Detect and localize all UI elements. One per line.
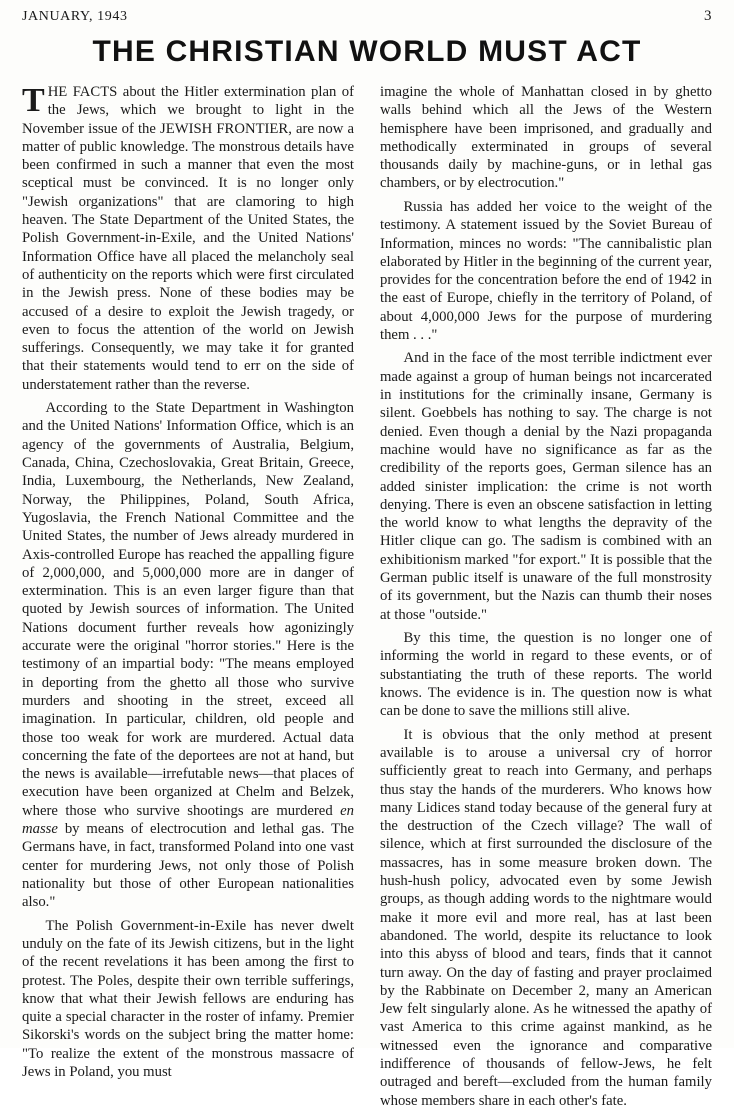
paragraph-right-1: imagine the whole of Manhattan closed in by ghetto walls behind which all the Jews of the Western hemisphere have been imprisoned, and gradually and methodically exterminated in groups of several thousands daily by machine-guns, or in lethal gas chambers, or by electrocution." [380, 84, 712, 192]
running-head [22, 8, 712, 27]
column-right [380, 83, 712, 1115]
paragraph-left-3: The Polish Government-in-Exile has never dwelt unduly on the fate of its Jewish citizens, but in the light of the recent revelations it has been among the first to protest. The Poles, despite their own terrible sufferings, know that what their Jewish fellows are enduring has quite a special character in the roster of infamy. Premier Sikorski's words on the subject bring the matter home: "To realize the extent of the monstrous massacre of Jews in Poland, you must [22, 917, 354, 1081]
article-body [22, 83, 712, 1115]
paragraph-right-4: By this time, the question is no longer one of informing the world in regard to these events, or of substantiating the truth of these reports. The world knows. The evidence is in. The question now is what can be done to save the millions still alive. [380, 630, 712, 720]
paragraph-right-3: And in the face of the most terrible indictment ever made against a group of human beings not incarcerated in institutions for the criminally insane, Germany is silent. Goebbels has nothing to say. The charge is not denied. Even though a denial by the Nazi propaganda machine would have no significance as far as the credibility of the reports goes, German silence has an added sinister implication: the crime is not worth denying. There is even an obscene satisfaction in letting the world know to what lengths the depravity of the Hitler clique can go. The sadism is combined with an exhibitionism marked "for export." It is possible that the German public itself is unaware of the full monstrosity of its government, but the Nazis can thumb their noses at those "outside." [380, 350, 712, 623]
paragraph-left-2-emphasis: en masse [22, 802, 354, 838]
page-title: THE CHRISTIAN WORLD MUST ACT [92, 35, 642, 68]
paragraph-left-2-tail: by means of electrocution and lethal gas. The Germans have, in fact, transformed Poland into one vast center for murdering Jews, not only those of Polish nationality but those of other European nationalities also." [22, 821, 354, 911]
paragraph-right-2: Russia has added her voice to the weight of the testimony. A statement issued by the Soviet Bureau of Information, minces no words: "The cannibalistic plan elaborated by Hitler in the beginning of the current year, provides for the concentration before the end of 1942 in the east of Europe, chiefly in the territory of Poland, of about 4,000,000 Jews for the purpose of murdering them . . ." [380, 198, 712, 343]
page-number: 3 [704, 8, 712, 24]
paragraph-left-2 [22, 399, 354, 911]
paragraph-left-1-text: HE FACTS about the Hitler extermination plan of the Jews, which we brought to light in the November issue of the JEWISH FRONTIER, are now a matter of public knowledge. The monstrous details have been confirmed in such a manner that even the most sceptical must be convinced. It is no longer only "Jewish organizations" that are clamoring to high heaven. The State Department of the United States, the Polish Government-in-Exile, and the United Nations' Information Office have all placed the melancholy seal of authenticity on the reports which were first circulated in the Jewish press. None of these bodies may be accused of a desire to exploit the Jewish tragedy, or even to focus the attention of the world on Jewish sufferings. Consequently, we may take it for granted that their statements would tend to err on the side of understatement rather than the reverse. [22, 84, 354, 393]
paragraph-left-1 [22, 83, 354, 394]
paragraph-right-5: It is obvious that the only method at present available is to arouse a universal cry of horror sufficiently great to reach into Germany, and perhaps thus stay the hands of the murderers. Who knows how many Lidices stand today because of the general fury at the destruction of the Czech village? The wall of silence, which at first surrounded the disclosure of the massacres, has in some measure broken down. The hush-hush policy, advocated even by some Jewish groups, as though adding words to the nightmare would make it more evil and more real, has at last been abandoned. The world, despite its reluctance to look into this abyss of blood and tears, finds that it cannot turn away. On the day of fasting and prayer proclaimed by the Rabbinate on December 2, many an American Jew felt singularly alone. As he witnessed the apathy of vast America to this crime against mankind, as he witnessed even the ignorance and comparative indifference of thousands of fellow-Jews, he felt outraged and bereft—excluded from the human family whose members share in each other's fate. [380, 726, 712, 1109]
column-left [22, 83, 354, 1086]
issue-date: JANUARY, 1943 [22, 9, 128, 24]
paragraph-left-2-text: According to the State Department in Washington and the United Nations' Information Office, which is an agency of the governments of Australia, Belgium, Canada, China, Czechoslovakia, Great Britain, Greece, India, Luxembourg, the Netherlands, New Zealand, Norway, the Philippines, Poland, South Africa, Yugoslavia, the French National Committee and the United States, the number of Jews already murdered in Axis-controlled Europe has reached the appalling figure of 2,000,000, and 5,000,000 more are in danger of extermination. This is an even larger figure than that quoted by Jewish sources of information. The United Nations document further reveals how agonizingly accurate were the original "horror stories." Here is the testimony of an impartial body: "The means employed in deporting from the ghetto all those who survive murders and shooting in the street, exceed all imagination. In particular, children, old people and those too weak for work are murdered. Actual data concerning the fate of the deportees are not at hand, but the news is available—irrefutable news—that places of execution have been organized at Chelm and Belzek, where those who survive shootings are murdered [22, 400, 354, 819]
drop-cap: T [22, 82, 45, 119]
